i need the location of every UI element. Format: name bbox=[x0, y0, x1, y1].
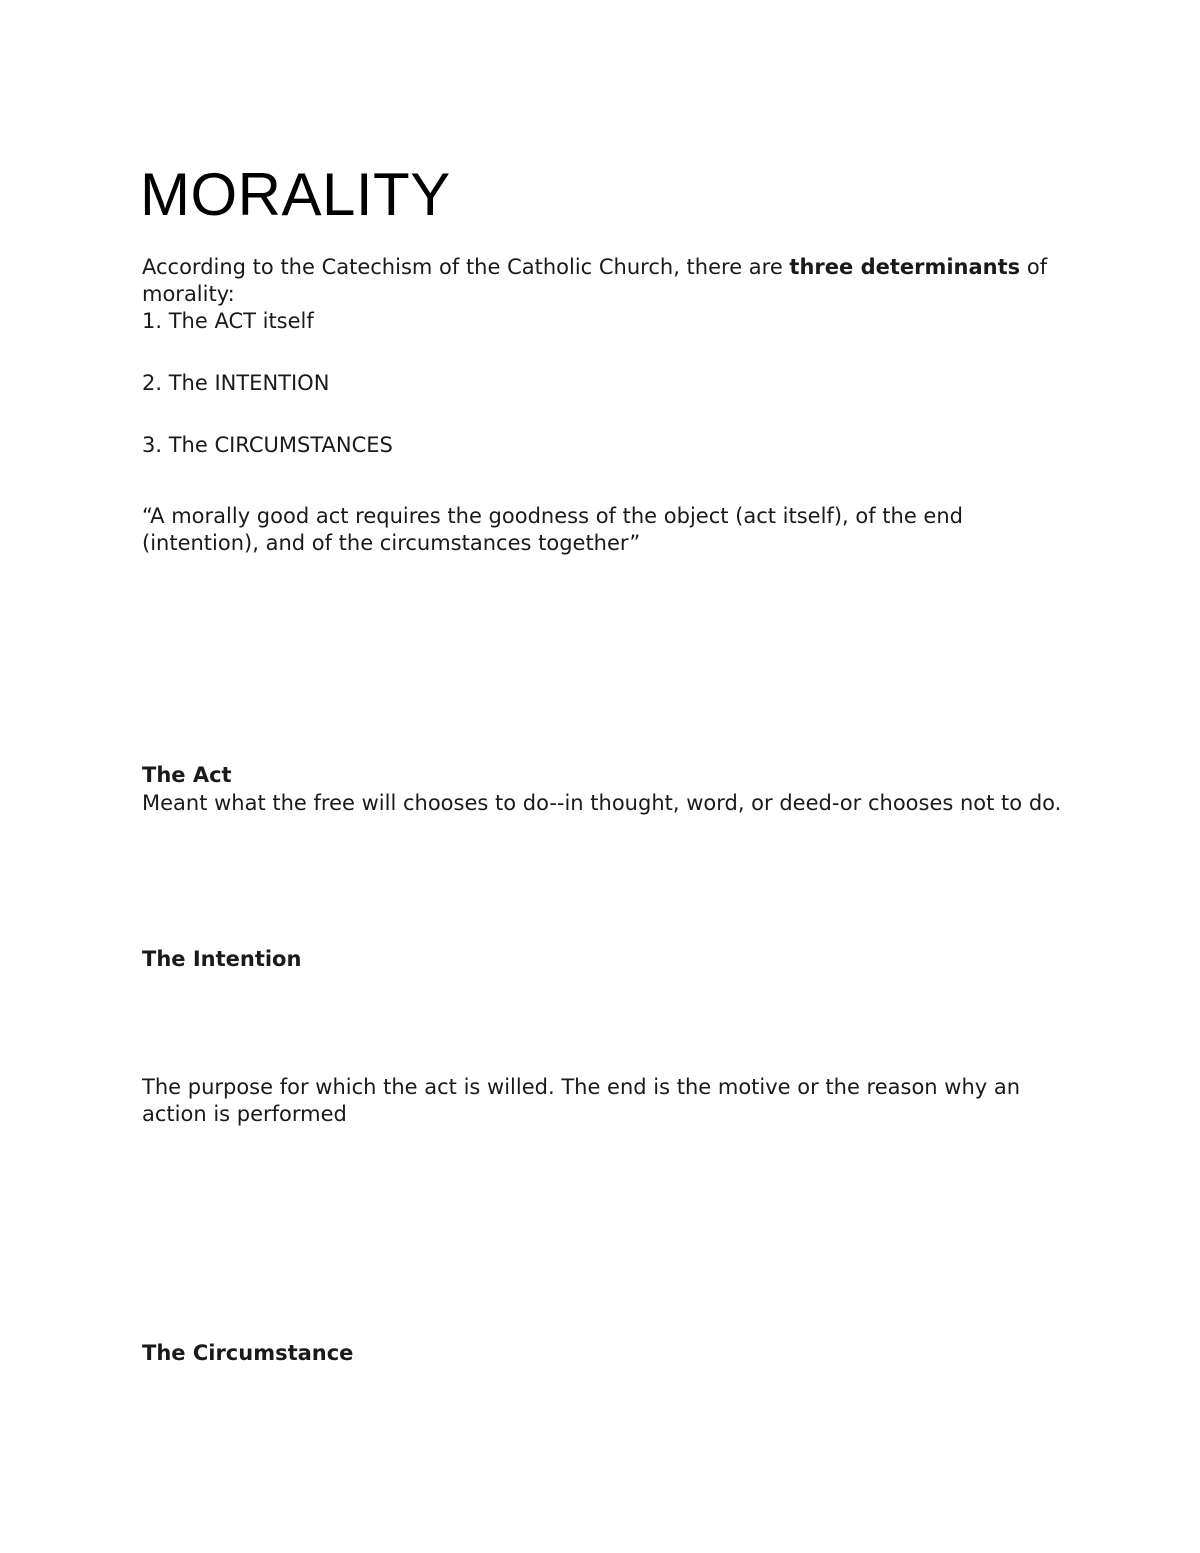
document-title: MORALITY bbox=[140, 161, 451, 228]
intro-text-start: According to the Catechism of the Catholic Church, there are bbox=[142, 255, 790, 279]
intro-paragraph bbox=[142, 254, 1062, 308]
determinant-item-1: 1. The ACT itself bbox=[142, 309, 314, 333]
quote-paragraph: “A morally good act requires the goodness of the object (act itself), of the end (intention), and of the circumstances together” bbox=[142, 504, 963, 555]
determinant-item-2: 2. The INTENTION bbox=[142, 371, 330, 395]
section-heading-circumstance: The Circumstance bbox=[142, 1341, 354, 1365]
section-heading-act: The Act bbox=[142, 763, 232, 787]
intro-bold-term: three determinants bbox=[789, 255, 1021, 279]
section-body-act: Meant what the free will chooses to do--in thought, word, or deed-or chooses not to do. bbox=[142, 791, 1062, 815]
determinant-item-3: 3. The CIRCUMSTANCES bbox=[142, 433, 393, 457]
section-body-intention: The purpose for which the act is willed. The end is the motive or the reason why an action is performed bbox=[142, 1075, 1021, 1126]
intro-text-end: of morality: bbox=[142, 255, 1048, 306]
section-heading-intention: The Intention bbox=[142, 947, 302, 971]
